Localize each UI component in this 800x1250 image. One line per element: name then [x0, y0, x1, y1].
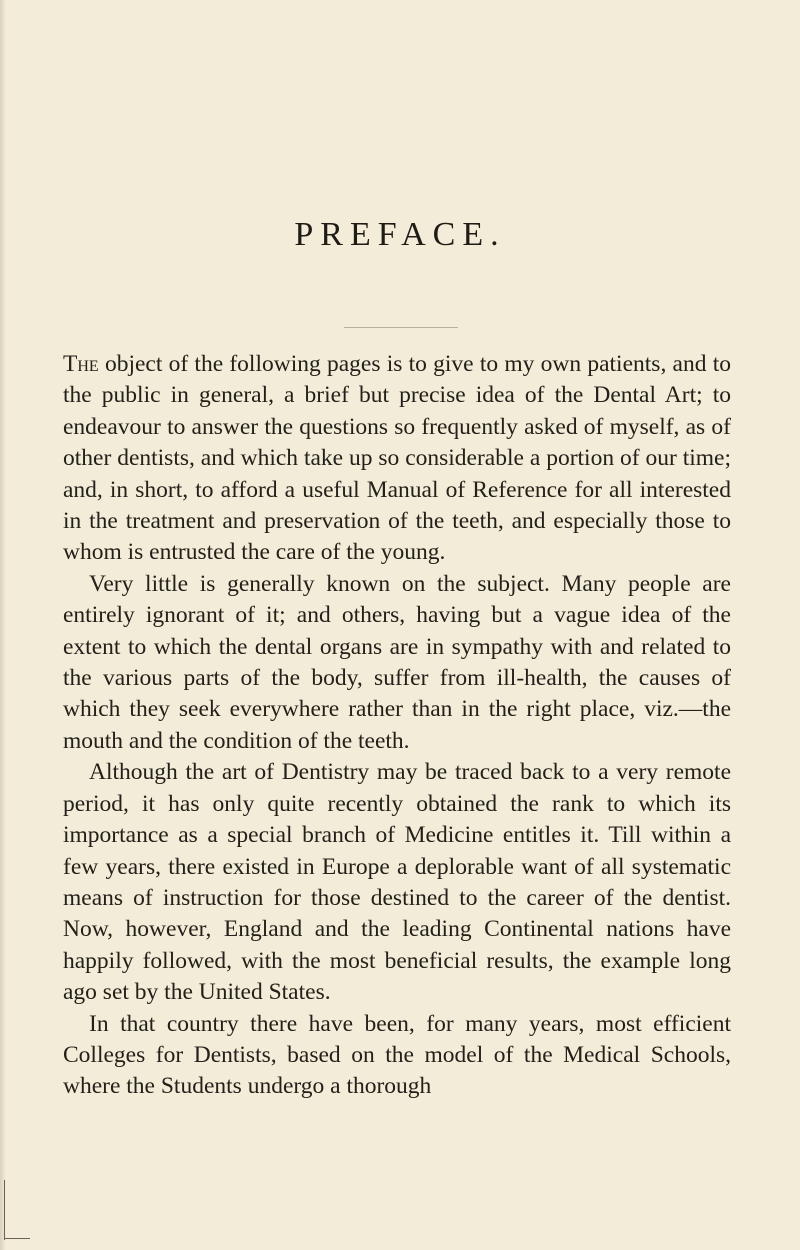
opening-word: The	[63, 351, 99, 377]
page-title: PREFACE.	[294, 216, 506, 253]
paragraph-4: In that country there have been, for many years, most efficient Colleges for Dentists, based on the model of the Medical Schools, where the Students undergo a thorough	[63, 1010, 731, 1100]
paragraph-1	[63, 349, 731, 569]
binding-mark	[4, 1180, 5, 1240]
title-divider	[344, 327, 458, 328]
paragraph-3: Although the art of Dentistry may be traced back to a very remote period, it has only quite recently obtained the rank to which its importance as a special branch of Medicine entitles it. Till within a few years, there existed in Europe a deplorable want of all systematic means of instruction for those destined to the career of the dentist. Now, however, England and the leading Continental nations have happily followed, with the most beneficial results, the example long ago set by the United States.	[63, 759, 731, 1006]
preface-body	[63, 349, 731, 1103]
paragraph-1-text: object of the following pages is to give to my own patients, and to the public in general, a brief but precise idea of the Dental Art; to endeavour to answer the questions so frequently asked of myself, as of other dentists, and which take up so considerable a portion of our time; and, in short, to afford a useful Manual of Reference for all interested in the treatment and preservation of the teeth, and especially those to whom is entrusted the care of the young.	[63, 351, 732, 566]
page-edge	[0, 0, 6, 1250]
binding-mark-bottom	[4, 1238, 30, 1239]
paragraph-2: Very little is generally known on the subject. Many people are entirely ignorant of it; and others, having but a vague idea of the extent to which the dental organs are in sympathy with and related to the various parts of the body, suffer from ill-health, the causes of which they seek everywhere rather than in the right place, viz.—the mouth and the condition of the teeth.	[63, 570, 731, 754]
